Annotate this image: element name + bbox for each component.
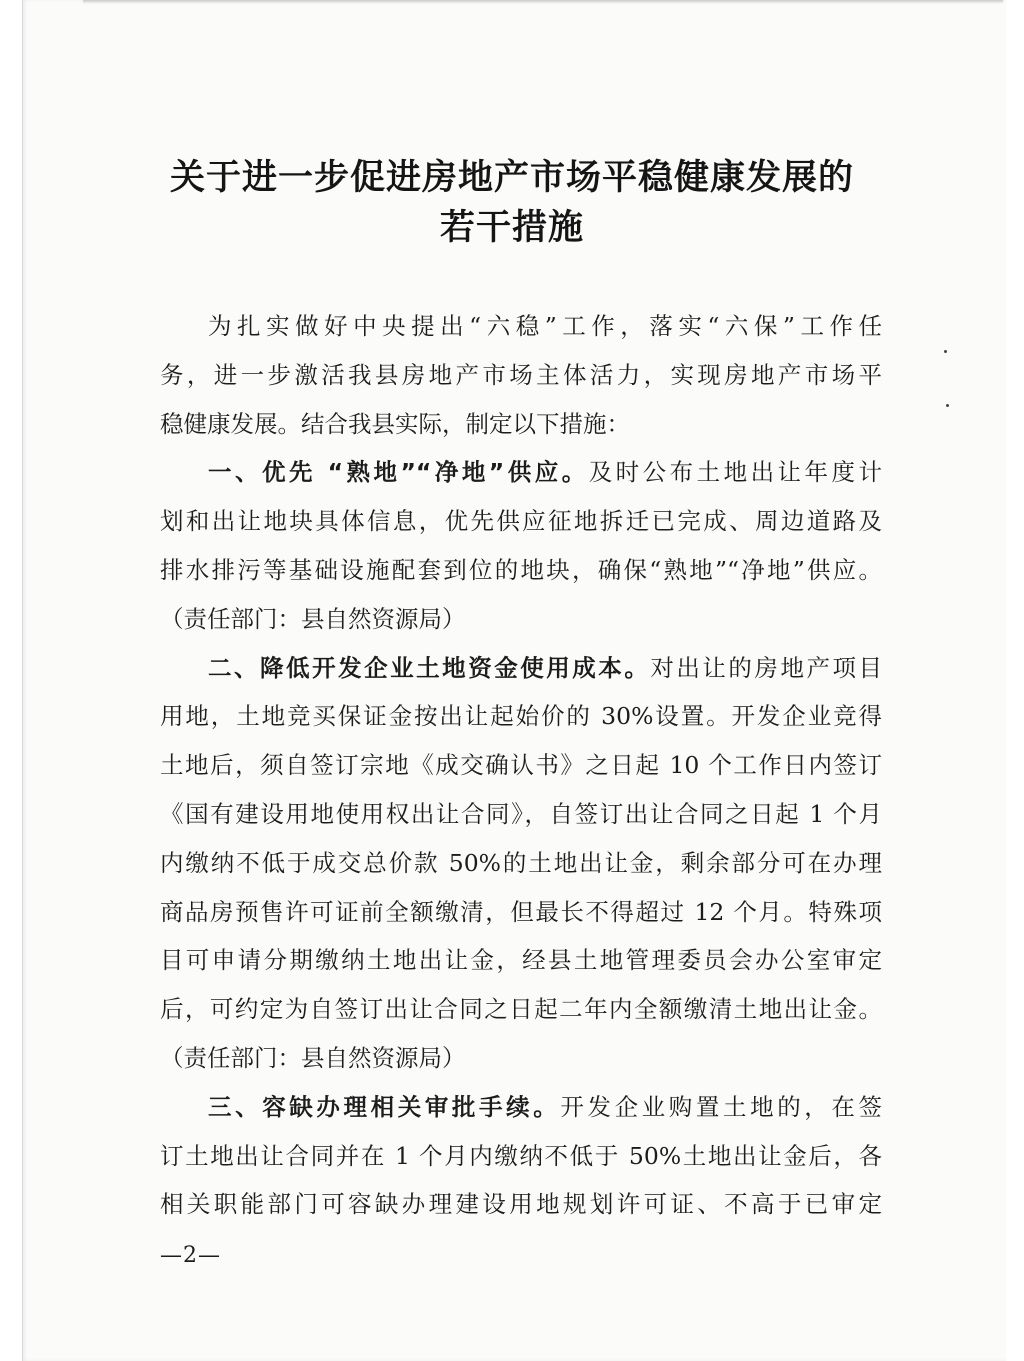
section-1-first-line (160, 448, 882, 497)
section-3-first-line (160, 1083, 882, 1132)
page-number: —2— (160, 1243, 221, 1268)
section-2-text: 对出让的房地产项目 (650, 653, 882, 682)
scan-speck (946, 404, 949, 407)
document-title-line-2: 若干措施 (439, 208, 584, 248)
document-body (160, 302, 882, 1229)
document-title-line-1: 关于进一步促进房地产市场平稳健康发展的 (169, 158, 854, 198)
section-2-line: 商品房预售许可证前全额缴清，但最长不得超过 12 个月。特殊项 (160, 897, 882, 926)
section-1-line: 划和出让地块具体信息，优先供应征地拆迁已完成、周边道路及 (160, 507, 882, 536)
intro-line: 为扎实做好中央提出“六稳”工作，落实“六保”工作任 (208, 312, 882, 340)
section-3-line: 相关职能部门可容缺办理建设用地规划许可证、不高于已审定 (160, 1190, 882, 1219)
section-2-line: 用地，土地竞买保证金按出让起始价的 30%设置。开发企业竞得 (160, 702, 882, 731)
section-3-text: 开发企业购置土地的，在签 (560, 1092, 882, 1121)
scan-shadow (83, 0, 1003, 4)
section-2-line: 目可申请分期缴纳土地出让金，经县土地管理委员会办公室审定 (160, 946, 882, 975)
section-2-line: 内缴纳不低于成交总价款 50%的土地出让金，剩余部分可在办理 (160, 848, 882, 877)
section-2-first-line (160, 644, 882, 693)
section-2-responsible: （责任部门：县自然资源局） (160, 1043, 466, 1072)
intro-line: 务，进一步激活我县房地产市场主体活力，实现房地产市场平 (160, 360, 882, 389)
section-3-line: 订土地出让合同并在 1 个月内缴纳不低于 50%土地出让金后，各 (160, 1141, 882, 1170)
section-1-responsible: （责任部门：县自然资源局） (160, 604, 466, 633)
section-2-line: 土地后，须自签订宗地《成交确认书》之日起 10 个工作日内签订 (160, 751, 882, 780)
section-2-line: 《国有建设用地使用权出让合同》，自签订出让合同之日起 1 个月 (160, 799, 882, 828)
section-2-line: 后，可约定为自签订出让合同之日起二年内全额缴清土地出让金。 (160, 995, 882, 1024)
section-1-line: 排水排污等基础设施配套到位的地块，确保“熟地”“净地”供应。 (160, 555, 882, 584)
section-1-text: 及时公布土地出让年度计 (588, 458, 882, 487)
section-2-heading: 二、降低开发企业土地资金使用成本。 (208, 653, 651, 682)
section-3-heading: 三、容缺办理相关审批手续。 (208, 1092, 561, 1121)
intro-line: 稳健康发展。结合我县实际，制定以下措施： (160, 409, 630, 438)
scan-speck (944, 350, 947, 353)
section-1-heading: 一、优先 “熟地”“净地”供应。 (208, 458, 589, 487)
